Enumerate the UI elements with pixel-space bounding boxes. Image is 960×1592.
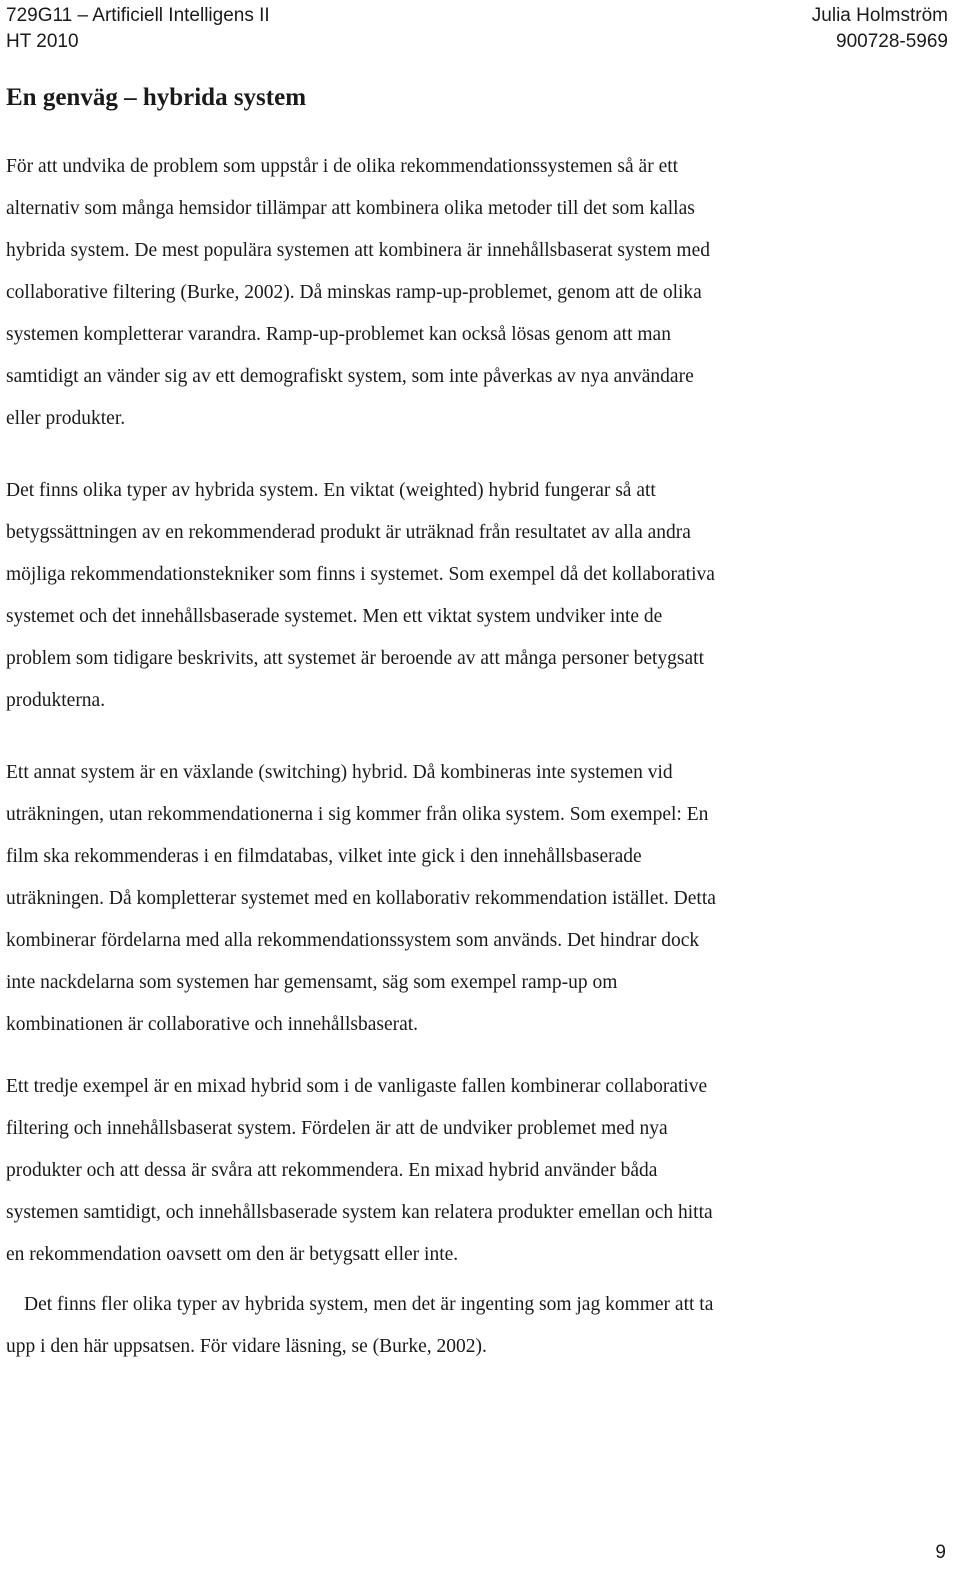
paragraph-2 bbox=[6, 470, 950, 722]
paragraph-line: uträkningen. Då kompletterar systemet med en kollaborativ rekommendation istället. Detta bbox=[6, 888, 716, 909]
paragraph-line: kombinationen är collaborative och innehållsbaserat. bbox=[6, 1014, 419, 1035]
header-right bbox=[812, 3, 948, 55]
paragraph-line: collaborative filtering (Burke, 2002). Då minskas ramp-up-problemet, genom att de olika bbox=[6, 282, 702, 303]
paragraph-line: systemen kompletterar varandra. Ramp-up-problemet kan också lösas genom att man bbox=[6, 324, 671, 345]
paragraph-4 bbox=[6, 1066, 950, 1276]
paragraph-line: uträkningen, utan rekommendationerna i sig kommer från olika system. Som exempel: En bbox=[6, 804, 709, 825]
paragraph-line: systemet och det innehållsbaserade systemet. Men ett viktat system undviker inte de bbox=[6, 606, 663, 627]
paragraph-line: problem som tidigare beskrivits, att systemet är beroende av att många personer betygsatt bbox=[6, 648, 705, 669]
paragraph-line: film ska rekommenderas i en filmdatabas, vilket inte gick i den innehållsbaserade bbox=[6, 846, 642, 867]
paragraph-line: filtering och innehållsbaserat system. Fördelen är att de undviker problemet med nya bbox=[6, 1118, 668, 1139]
author-id-number: 900728-5969 bbox=[836, 31, 948, 52]
paragraph-5 bbox=[6, 1284, 950, 1368]
section-heading: En genväg – hybrida system bbox=[6, 84, 307, 111]
paragraph-line: Det finns olika typer av hybrida system. En viktat (weighted) hybrid fungerar så att bbox=[6, 480, 656, 501]
paragraph-line: systemen samtidigt, och innehållsbaserade system kan relatera produkter emellan och hitta bbox=[6, 1202, 713, 1223]
paragraph-line: Ett annat system är en växlande (switching) hybrid. Då kombineras inte systemen vid bbox=[6, 762, 673, 783]
document-body bbox=[6, 78, 950, 1368]
paragraph-line: inte nackdelarna som systemen har gemensamt, säg som exempel ramp-up om bbox=[6, 972, 618, 993]
header-left bbox=[6, 3, 270, 55]
page-number: 9 bbox=[935, 1542, 946, 1563]
paragraph-line: Ett tredje exempel är en mixad hybrid som i de vanligaste fallen kombinerar collaborative bbox=[6, 1076, 708, 1097]
term-label: HT 2010 bbox=[6, 31, 79, 52]
paragraph-3 bbox=[6, 752, 950, 1046]
page-header bbox=[0, 0, 960, 60]
paragraph-line: alternativ som många hemsidor tillämpar att kombinera olika metoder till det som kallas bbox=[6, 198, 695, 219]
paragraph-line: kombinerar fördelarna med alla rekommendationssystem som används. Det hindrar dock bbox=[6, 930, 700, 951]
paragraph-1 bbox=[6, 146, 950, 440]
paragraph-line: För att undvika de problem som uppstår i de olika rekommendationssystemen så är ett bbox=[6, 156, 679, 177]
course-title: 729G11 – Artificiell Intelligens II bbox=[6, 5, 270, 26]
paragraph-line: hybrida system. De mest populära systemen att kombinera är innehållsbaserat system med bbox=[6, 240, 710, 261]
paragraph-line: Det finns fler olika typer av hybrida system, men det är ingenting som jag kommer att ta bbox=[24, 1294, 714, 1315]
paragraph-line: betygssättningen av en rekommenderad produkt är uträknad från resultatet av alla andra bbox=[6, 522, 691, 543]
paragraph-line: produkterna. bbox=[6, 690, 106, 711]
paragraph-line: en rekommendation oavsett om den är betygsatt eller inte. bbox=[6, 1244, 459, 1265]
paragraph-line: eller produkter. bbox=[6, 408, 126, 429]
paragraph-line: upp i den här uppsatsen. För vidare läsning, se (Burke, 2002). bbox=[6, 1336, 487, 1357]
paragraph-line: samtidigt an vänder sig av ett demografiskt system, som inte påverkas av nya användare bbox=[6, 366, 694, 387]
author-name: Julia Holmström bbox=[811, 5, 948, 26]
paragraph-line: möjliga rekommendationstekniker som finns i systemet. Som exempel då det kollaborativa bbox=[6, 564, 715, 585]
paragraph-line: produkter och att dessa är svåra att rekommendera. En mixad hybrid använder båda bbox=[6, 1160, 658, 1181]
